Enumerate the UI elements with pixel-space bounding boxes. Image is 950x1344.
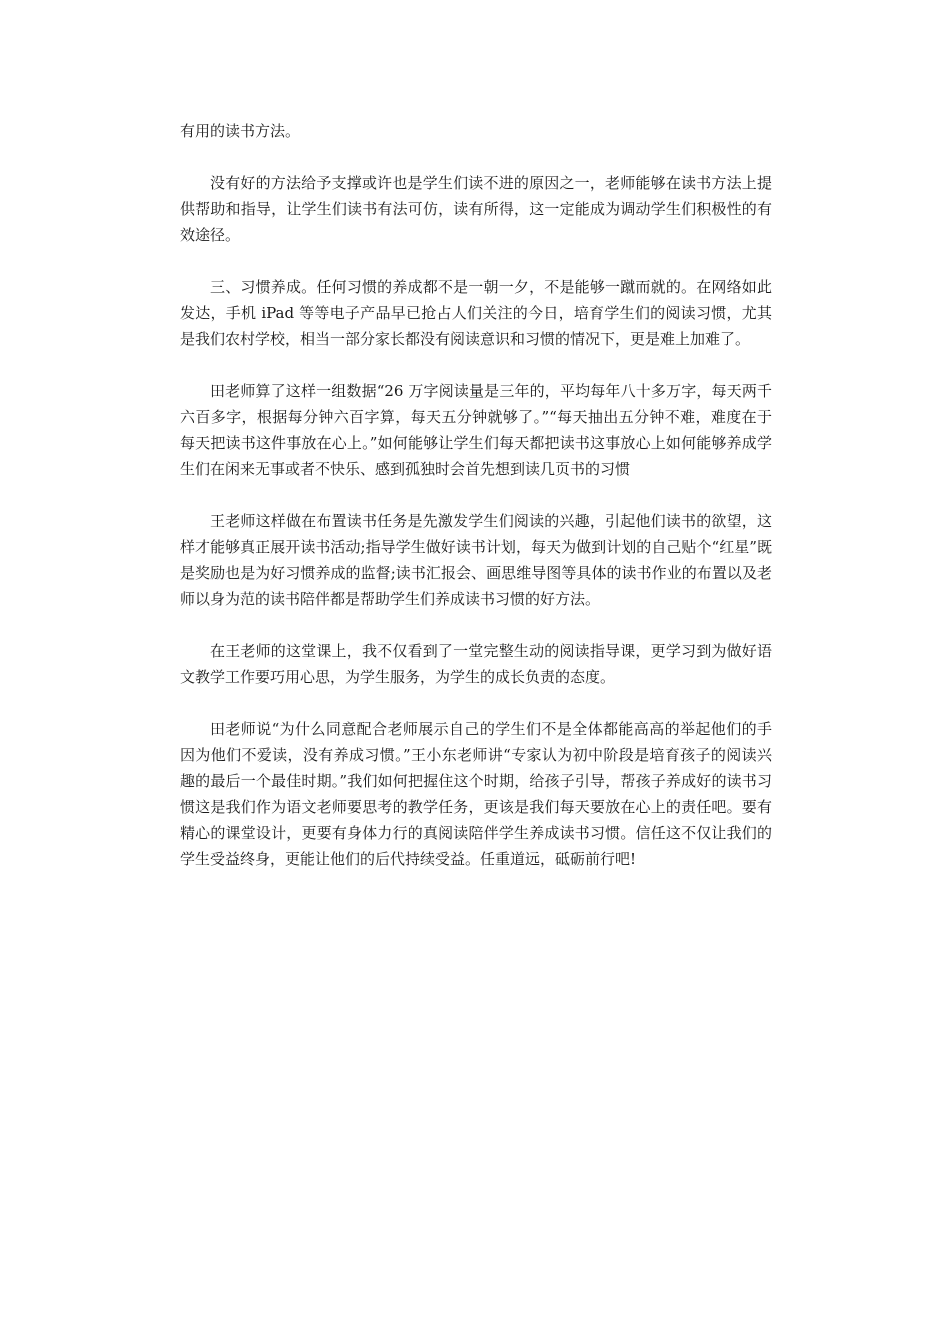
paragraph-conclusion: 田老师说“为什么同意配合老师展示自己的学生们不是全体都能高高的举起他们的手因为他们不爱读，没有养成习惯。”王小东老师讲“专家认为初中阶段是培育孩子的阅读兴趣的最后一个最佳时期。”我们如何把握住这个时期，给孩子引导，帮孩子养成好的读书习惯这是我们作为语文老师要思考的教学任务，更该是我们每天要放在心上的责任吧。要有精心的课堂设计，更要有身体力行的真阅读陪伴学生养成读书习惯。信任这不仅让我们的学生受益终身，更能让他们的后代持续受益。任重道远，砥砺前行吧!	[180, 720, 772, 868]
paragraph-method-support: 没有好的方法给予支撑或许也是学生们读不进的原因之一，老师能够在读书方法上提供帮助和指导，让学生们读书有法可仿，读有所得，这一定能成为调动学生们积极性的有效途径。	[180, 174, 772, 244]
document-body	[180, 118, 772, 898]
paragraph-continuation: 有用的读书方法。	[180, 122, 301, 140]
paragraph-habit-formation: 三、习惯养成。任何习惯的养成都不是一朝一夕，不是能够一蹴而就的。在网络如此发达，手机 iPad 等等电子产品早已抢占人们关注的今日，培育学生们的阅读习惯，尤其是我们农村学校，相当一部分家长都没有阅读意识和习惯的情况下，更是难上加难了。	[180, 278, 772, 348]
paragraph-teacher-wang-method: 王老师这样做在布置读书任务是先激发学生们阅读的兴趣，引起他们读书的欲望，这样才能够真正展开读书活动;指导学生做好读书计划，每天为做到计划的自己贴个“红星”既是奖励也是为好习惯养成的监督;读书汇报会、画思维导图等具体的读书作业的布置以及老师以身为范的读书陪伴都是帮助学生们养成读书习惯的好方法。	[180, 512, 772, 608]
paragraph-lesson-reflection: 在王老师的这堂课上，我不仅看到了一堂完整生动的阅读指导课，更学习到为做好语文教学工作要巧用心思，为学生服务，为学生的成长负责的态度。	[180, 642, 772, 686]
paragraph-reading-data: 田老师算了这样一组数据“26 万字阅读量是三年的，平均每年八十多万字，每天两千六百多字，根据每分钟六百字算，每天五分钟就够了。”“每天抽出五分钟不难，难度在于每天把读书这件事放在心上。”如何能够让学生们每天都把读书这事放心上如何能够养成学生们在闲来无事或者不快乐、感到孤独时会首先想到读几页书的习惯	[180, 382, 772, 478]
